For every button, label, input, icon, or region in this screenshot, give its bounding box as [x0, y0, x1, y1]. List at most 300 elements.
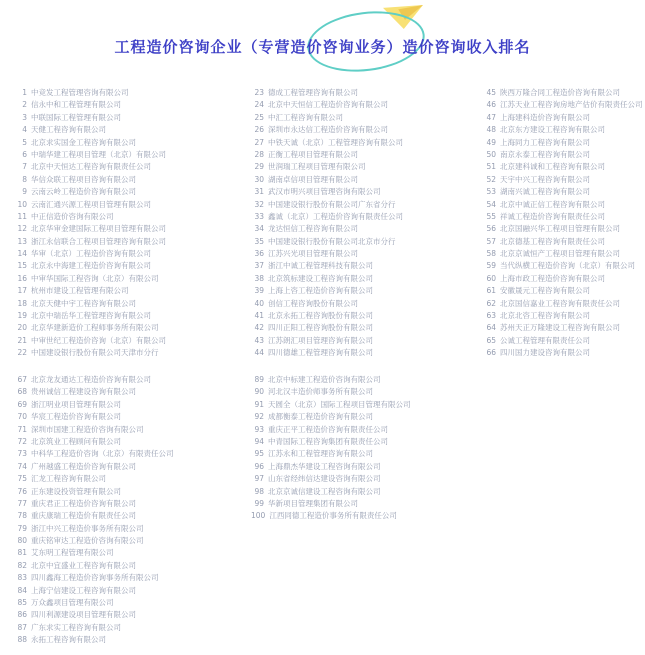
ranking-entry: [251, 322, 403, 334]
ranking-entry: [14, 473, 174, 485]
ranking-entry: [251, 137, 403, 149]
rank-number: 93: [254, 424, 264, 434]
ranking-entry: [251, 510, 411, 522]
rank-number: 6: [22, 149, 27, 159]
company-name: 中审华国际工程咨询（北京）有限公司: [31, 273, 159, 283]
rank-number: 19: [17, 311, 27, 321]
ranking-entry: [483, 248, 643, 260]
ranking-entry: [14, 273, 166, 285]
company-name: 创信工程咨询股份有限公司: [268, 298, 358, 308]
company-name: 北京北咨工程咨询有限公司: [500, 311, 590, 321]
ranking-entry: [14, 199, 166, 211]
rank-number: 18: [17, 298, 27, 308]
company-name: 北京国信嘉业工程咨询有限责任公司: [500, 298, 620, 308]
company-name: 重庆正平工程造价咨询有限责任公司: [268, 424, 388, 434]
rank-number: 83: [17, 573, 27, 583]
company-name: 北京京诚信建设工程咨询有限公司: [268, 486, 381, 496]
company-name: 北京筑标建设工程咨询有限公司: [268, 273, 373, 283]
ranking-entry: [251, 87, 403, 99]
company-name: 北京德基工程咨询有限责任公司: [500, 236, 605, 246]
company-name: 万众鑫项目管理有限公司: [31, 598, 114, 608]
company-name: 北京中天恒达工程咨询有限责任公司: [31, 162, 151, 172]
ranking-column-4: [14, 374, 174, 647]
page-title: 工程造价咨询企业（专营造价咨询业务）造价咨询收入排名: [114, 38, 531, 56]
rank-number: 67: [17, 375, 27, 384]
ranking-entry: [14, 448, 174, 460]
company-name: 中国建设银行股份有限公司北京市分行: [268, 236, 396, 246]
rank-number: 39: [254, 286, 264, 296]
ranking-entry: [251, 223, 403, 235]
ranking-entry: [251, 99, 403, 111]
ranking-entry: [483, 211, 643, 223]
rank-number: 3: [22, 112, 27, 122]
company-name: 贵州诚信工程建设咨询有限公司: [31, 387, 136, 397]
company-name: 北京龙友通达工程造价咨询有限公司: [31, 375, 151, 384]
ranking-entry: [251, 335, 403, 347]
ranking-entry: [483, 186, 643, 198]
rank-number: 1: [22, 88, 27, 97]
rank-number: 8: [22, 174, 27, 184]
company-name: 北京中诚正信工程咨询有限公司: [500, 199, 605, 209]
company-name: 中正信造价咨询有限公司: [31, 211, 114, 221]
ranking-entry: [14, 510, 174, 522]
company-name: 华宸工程造价咨询有限公司: [31, 412, 121, 422]
company-name: 北京中天恒信工程造价咨询有限公司: [268, 100, 388, 110]
company-name: 祥诚工程造价咨询有限责任公司: [500, 211, 605, 221]
company-name: 上海宁信建设工程咨询有限公司: [31, 585, 136, 595]
company-name: 南京永泰工程咨询有限公司: [500, 149, 590, 159]
company-name: 正东建设投资管理有限公司: [31, 486, 121, 496]
rank-number: 14: [17, 249, 27, 259]
rank-number: 94: [254, 436, 264, 446]
rank-number: 34: [254, 224, 264, 234]
rank-number: 99: [254, 498, 264, 508]
ranking-entry: [483, 322, 643, 334]
ranking-entry: [251, 461, 411, 473]
rank-number: 58: [486, 249, 496, 259]
company-name: 云南汇通兴源工程项目管理有限公司: [31, 199, 151, 209]
company-name: 上海建科造价咨询有限公司: [500, 112, 590, 122]
rank-number: 55: [486, 211, 496, 221]
company-name: 天健工程咨询有限公司: [31, 125, 106, 135]
company-name: 汇龙工程咨询有限公司: [31, 474, 106, 484]
ranking-entry: [483, 199, 643, 211]
company-name: 世润瑞工程项目管理有限公司: [268, 162, 366, 172]
rank-number: 22: [17, 348, 27, 358]
rank-number: 46: [486, 100, 496, 110]
rank-number: 74: [17, 461, 27, 471]
rank-number: 42: [254, 323, 264, 333]
ranking-entry: [251, 285, 403, 297]
company-name: 浙江中诚工程管理科技有限公司: [268, 261, 373, 271]
company-name: 北京华审金建国际工程项目管理有限公司: [31, 224, 166, 234]
ranking-entry: [483, 223, 643, 235]
rank-number: 47: [486, 112, 496, 122]
rank-number: 20: [17, 323, 27, 333]
company-name: 浙江明业项目管理有限公司: [31, 399, 121, 409]
company-name: 北京永拓工程咨询股份有限公司: [268, 311, 373, 321]
company-name: 北京永中海建工程造价咨询有限公司: [31, 261, 151, 271]
company-name: 上海鼎杰华建设工程咨询有限公司: [268, 461, 381, 471]
ranking-entry: [483, 310, 643, 322]
ranking-entry: [483, 285, 643, 297]
rank-number: 27: [254, 137, 264, 147]
company-name: 浙江中兴工程造价事务所有限公司: [31, 523, 144, 533]
rank-number: 48: [486, 125, 496, 135]
ranking-entry: [251, 112, 403, 124]
rank-number: 88: [17, 635, 27, 645]
ranking-entry: [14, 211, 166, 223]
ranking-entry: [251, 473, 411, 485]
company-name: 云南云岭工程造价咨询有限公司: [31, 187, 136, 197]
company-name: 当代纵横工程造价咨询（北京）有限公司: [500, 261, 635, 271]
rank-number: 72: [17, 436, 27, 446]
ranking-entry: [14, 560, 174, 572]
ranking-entry: [251, 347, 403, 359]
company-name: 北京求实国金工程咨询有限公司: [31, 137, 136, 147]
company-name: 华审（北京）工程造价咨询有限公司: [31, 249, 151, 259]
ranking-entry: [251, 386, 411, 398]
rank-number: 95: [254, 449, 264, 459]
ranking-entry: [483, 260, 643, 272]
rank-number: 59: [486, 261, 496, 271]
company-name: 山东省经纬信达建设咨询有限公司: [268, 474, 381, 484]
ranking-entry: [14, 523, 174, 535]
rank-number: 12: [17, 224, 27, 234]
rank-number: 81: [17, 548, 27, 558]
ranking-entry: [251, 248, 403, 260]
rank-number: 77: [17, 498, 27, 508]
company-name: 重庆铭审达工程造价咨询有限公司: [31, 536, 144, 546]
ranking-entry: [251, 498, 411, 510]
rank-number: 2: [22, 100, 27, 110]
company-name: 成都衡泰工程造价咨询有限公司: [268, 412, 373, 422]
ranking-entry: [14, 236, 166, 248]
ranking-entry: [14, 260, 166, 272]
ranking-entry: [14, 486, 174, 498]
ranking-entry: [14, 585, 174, 597]
company-name: 鑫诚（北京）工程造价咨询有限责任公司: [268, 211, 403, 221]
rank-number: 63: [486, 311, 496, 321]
rank-number: 79: [17, 523, 27, 533]
ranking-entry: [14, 223, 166, 235]
company-name: 江苏兴光项目管理有限公司: [268, 249, 358, 259]
rank-number: 33: [254, 211, 264, 221]
ranking-entry: [14, 609, 174, 621]
rank-number: 54: [486, 199, 496, 209]
ranking-column-5: [251, 374, 411, 523]
company-name: 北京建科诚和工程咨询有限公司: [500, 162, 605, 172]
company-name: 重庆康瑞工程造价有限责任公司: [31, 511, 136, 521]
rank-number: 78: [17, 511, 27, 521]
rank-number: 70: [17, 412, 27, 422]
ranking-entry: [483, 298, 643, 310]
ranking-entry: [251, 199, 403, 211]
company-name: 上海同力工程咨询有限公司: [500, 137, 590, 147]
company-name: 北京国融兴华工程项目管理有限公司: [500, 224, 620, 234]
company-name: 中竞发工程管理咨询有限公司: [31, 88, 129, 97]
ranking-entry: [14, 322, 166, 334]
company-name: 北京天健中宇工程咨询有限公司: [31, 298, 136, 308]
ranking-entry: [14, 424, 174, 436]
company-name: 天圆全（北京）国际工程项目管理有限公司: [268, 399, 411, 409]
ranking-entry: [14, 374, 174, 386]
company-name: 德成工程管理咨询有限公司: [268, 88, 358, 97]
company-name: 苏州天正万隆建设工程咨询有限公司: [500, 323, 620, 333]
ranking-entry: [251, 124, 403, 136]
ranking-entry: [251, 399, 411, 411]
company-name: 陕西万隆合同工程造价咨询有限公司: [500, 88, 620, 97]
rank-number: 90: [254, 387, 264, 397]
ranking-entry: [14, 411, 174, 423]
rank-number: 30: [254, 174, 264, 184]
rank-number: 29: [254, 162, 264, 172]
ranking-entry: [251, 448, 411, 460]
rank-number: 97: [254, 474, 264, 484]
ranking-entry: [251, 298, 403, 310]
ranking-entry: [251, 236, 403, 248]
ranking-entry: [14, 572, 174, 584]
ranking-entry: [483, 347, 643, 359]
company-name: 中审世纪工程造价咨询（北京）有限公司: [31, 335, 166, 345]
rank-number: 7: [22, 162, 27, 172]
ranking-entry: [251, 149, 403, 161]
ranking-entry: [483, 236, 643, 248]
ranking-entry: [251, 174, 403, 186]
company-name: 湖南卓信项目管理有限公司: [268, 174, 358, 184]
company-name: 湖南兴诚工程咨询有限公司: [500, 187, 590, 197]
rank-number: 17: [17, 286, 27, 296]
ranking-entry: [14, 634, 174, 646]
ranking-entry: [14, 149, 166, 161]
rank-number: 92: [254, 412, 264, 422]
company-name: 北京中标建工程造价咨询有限公司: [268, 375, 381, 384]
ranking-entry: [251, 260, 403, 272]
rank-number: 57: [486, 236, 496, 246]
ranking-entry: [14, 248, 166, 260]
ranking-entry: [483, 174, 643, 186]
company-name: 北京东方建设工程咨询有限公司: [500, 125, 605, 135]
ranking-entry: [14, 399, 174, 411]
rank-number: 53: [486, 187, 496, 197]
company-name: 中汇工程咨询有限公司: [268, 112, 343, 122]
company-name: 武汉市明兴项目管理咨询有限公司: [268, 187, 381, 197]
ranking-entry: [14, 87, 166, 99]
rank-number: 37: [254, 261, 264, 271]
company-name: 深圳市永达信工程造价咨询有限公司: [268, 125, 388, 135]
rank-number: 73: [17, 449, 27, 459]
rank-number: 40: [254, 298, 264, 308]
company-name: 杭州市建设工程管理有限公司: [31, 286, 129, 296]
company-name: 北京中宜盛业工程咨询有限公司: [31, 560, 136, 570]
ranking-entry: [14, 622, 174, 634]
rank-number: 100: [251, 511, 266, 521]
company-name: 艾东明工程管理有限公司: [31, 548, 114, 558]
ranking-entry: [251, 411, 411, 423]
rank-number: 35: [254, 236, 264, 246]
ranking-entry: [483, 137, 643, 149]
rank-number: 28: [254, 149, 264, 159]
rank-number: 45: [486, 88, 496, 97]
rank-number: 11: [17, 211, 27, 221]
ranking-entry: [483, 149, 643, 161]
ranking-column-2: [251, 87, 403, 360]
rank-number: 64: [486, 323, 496, 333]
rank-number: 43: [254, 335, 264, 345]
rank-number: 15: [17, 261, 27, 271]
company-name: 四川德雄工程管理咨询有限公司: [268, 348, 373, 358]
rank-number: 44: [254, 348, 264, 358]
rank-number: 82: [17, 560, 27, 570]
ranking-entry: [14, 298, 166, 310]
rank-number: 96: [254, 461, 264, 471]
company-name: 北京华建新造价工程师事务所有限公司: [31, 323, 159, 333]
company-name: 天宇中兴工程咨询有限公司: [500, 174, 590, 184]
ranking-entry: [483, 99, 643, 111]
rank-number: 84: [17, 585, 27, 595]
ranking-entry: [251, 436, 411, 448]
rank-number: 52: [486, 174, 496, 184]
ranking-entry: [14, 112, 166, 124]
company-name: 广州越盛工程造价咨询有限公司: [31, 461, 136, 471]
ranking-entry: [14, 436, 174, 448]
rank-number: 24: [254, 100, 264, 110]
company-name: 四川利源建设项目管理有限公司: [31, 610, 136, 620]
rank-number: 25: [254, 112, 264, 122]
ranking-entry: [251, 211, 403, 223]
company-name: 江苏永和工程管理咨询有限公司: [268, 449, 373, 459]
rank-number: 51: [486, 162, 496, 172]
rank-number: 98: [254, 486, 264, 496]
ranking-entry: [14, 498, 174, 510]
rank-number: 62: [486, 298, 496, 308]
company-name: 永拓工程咨询有限公司: [31, 635, 106, 645]
rank-number: 16: [17, 273, 27, 283]
company-name: 河北汉丰造价师事务所有限公司: [268, 387, 373, 397]
ranking-entry: [14, 186, 166, 198]
rank-number: 10: [17, 199, 27, 209]
rank-number: 65: [486, 335, 496, 345]
rank-number: 32: [254, 199, 264, 209]
company-name: 公诚工程管理有限责任公司: [500, 335, 590, 345]
rank-number: 66: [486, 348, 496, 358]
ranking-entry: [14, 161, 166, 173]
company-name: 深圳市国建工程造价咨询有限公司: [31, 424, 144, 434]
ranking-entry: [14, 547, 174, 559]
rank-number: 50: [486, 149, 496, 159]
company-name: 中国建设银行股份有限公司天津市分行: [31, 348, 159, 358]
company-name: 华新项目管理集团有限公司: [268, 498, 358, 508]
rank-number: 85: [17, 598, 27, 608]
rank-number: 91: [254, 399, 264, 409]
ranking-entry: [251, 186, 403, 198]
company-name: 四川正阳工程咨询股份有限公司: [268, 323, 373, 333]
company-name: 重庆君正工程造价咨询有限公司: [31, 498, 136, 508]
rank-number: 76: [17, 486, 27, 496]
rank-number: 9: [22, 187, 27, 197]
ranking-entry: [14, 310, 166, 322]
company-name: 安徽晟元工程咨询有限公司: [500, 286, 590, 296]
ranking-entry: [14, 597, 174, 609]
ranking-entry: [14, 99, 166, 111]
ranking-entry: [14, 124, 166, 136]
ranking-entry: [483, 335, 643, 347]
company-name: 北京中瑞岳华工程管理咨询有限公司: [31, 311, 151, 321]
company-name: 上海市政工程造价咨询有限公司: [500, 273, 605, 283]
rank-number: 71: [17, 424, 27, 434]
company-name: 江苏朗汇项目管理咨询有限公司: [268, 335, 373, 345]
company-name: 华信众联工程项目咨询有限公司: [31, 174, 136, 184]
company-name: 浙江永信联合工程项目管理咨询有限公司: [31, 236, 166, 246]
rank-number: 75: [17, 474, 27, 484]
ranking-entry: [251, 310, 403, 322]
ranking-entry: [483, 273, 643, 285]
ranking-entry: [14, 285, 166, 297]
company-name: 信永中和工程管理有限公司: [31, 100, 121, 110]
ranking-column-3: [483, 87, 643, 360]
ranking-entry: [251, 161, 403, 173]
ranking-entry: [251, 486, 411, 498]
rank-number: 80: [17, 536, 27, 546]
company-name: 北京筑业工程顾问有限公司: [31, 436, 121, 446]
rank-number: 68: [17, 387, 27, 397]
ranking-entry: [251, 374, 411, 386]
rank-number: 21: [17, 335, 27, 345]
ranking-entry: [483, 161, 643, 173]
company-name: 中联国际工程管理有限公司: [31, 112, 121, 122]
ranking-entry: [483, 87, 643, 99]
company-name: 北京京诚恒产工程项目管理有限公司: [500, 249, 620, 259]
rank-number: 49: [486, 137, 496, 147]
rank-number: 89: [254, 375, 264, 384]
rank-number: 56: [486, 224, 496, 234]
rank-number: 61: [486, 286, 496, 296]
ranking-column-1: [14, 87, 166, 360]
ranking-entry: [14, 347, 166, 359]
ranking-entry: [483, 112, 643, 124]
rank-number: 38: [254, 273, 264, 283]
rank-number: 60: [486, 273, 496, 283]
ranking-entry: [14, 535, 174, 547]
ranking-entry: [14, 386, 174, 398]
company-name: 龙达恒信工程咨询有限公司: [268, 224, 358, 234]
ranking-entry: [251, 273, 403, 285]
ranking-entry: [14, 137, 166, 149]
company-name: 四川鑫海工程造价咨询事务所有限公司: [31, 573, 159, 583]
rank-number: 86: [17, 610, 27, 620]
ranking-entry: [14, 461, 174, 473]
company-name: 江苏天业工程咨询房地产估价有限责任公司: [500, 100, 643, 110]
ranking-entry: [14, 174, 166, 186]
rank-number: 5: [22, 137, 27, 147]
rank-number: 13: [17, 236, 27, 246]
company-name: 上海上咨工程造价咨询有限公司: [268, 286, 373, 296]
rank-number: 36: [254, 249, 264, 259]
company-name: 中铁天诚（北京）工程管理咨询有限公司: [268, 137, 403, 147]
rank-number: 87: [17, 622, 27, 632]
ranking-entry: [483, 124, 643, 136]
company-name: 江西同德工程造价事务所有限责任公司: [269, 511, 397, 521]
company-name: 中瑞华建工程项目管理（北京）有限公司: [31, 149, 166, 159]
company-name: 中青国际工程咨询集团有限责任公司: [268, 436, 388, 446]
company-name: 中国建设银行股份有限公司广东省分行: [268, 199, 396, 209]
rank-number: 23: [254, 88, 264, 97]
rank-number: 4: [22, 125, 27, 135]
ranking-entry: [251, 424, 411, 436]
rank-number: 26: [254, 125, 264, 135]
company-name: 正衡工程项目管理有限公司: [268, 149, 358, 159]
ranking-entry: [14, 335, 166, 347]
